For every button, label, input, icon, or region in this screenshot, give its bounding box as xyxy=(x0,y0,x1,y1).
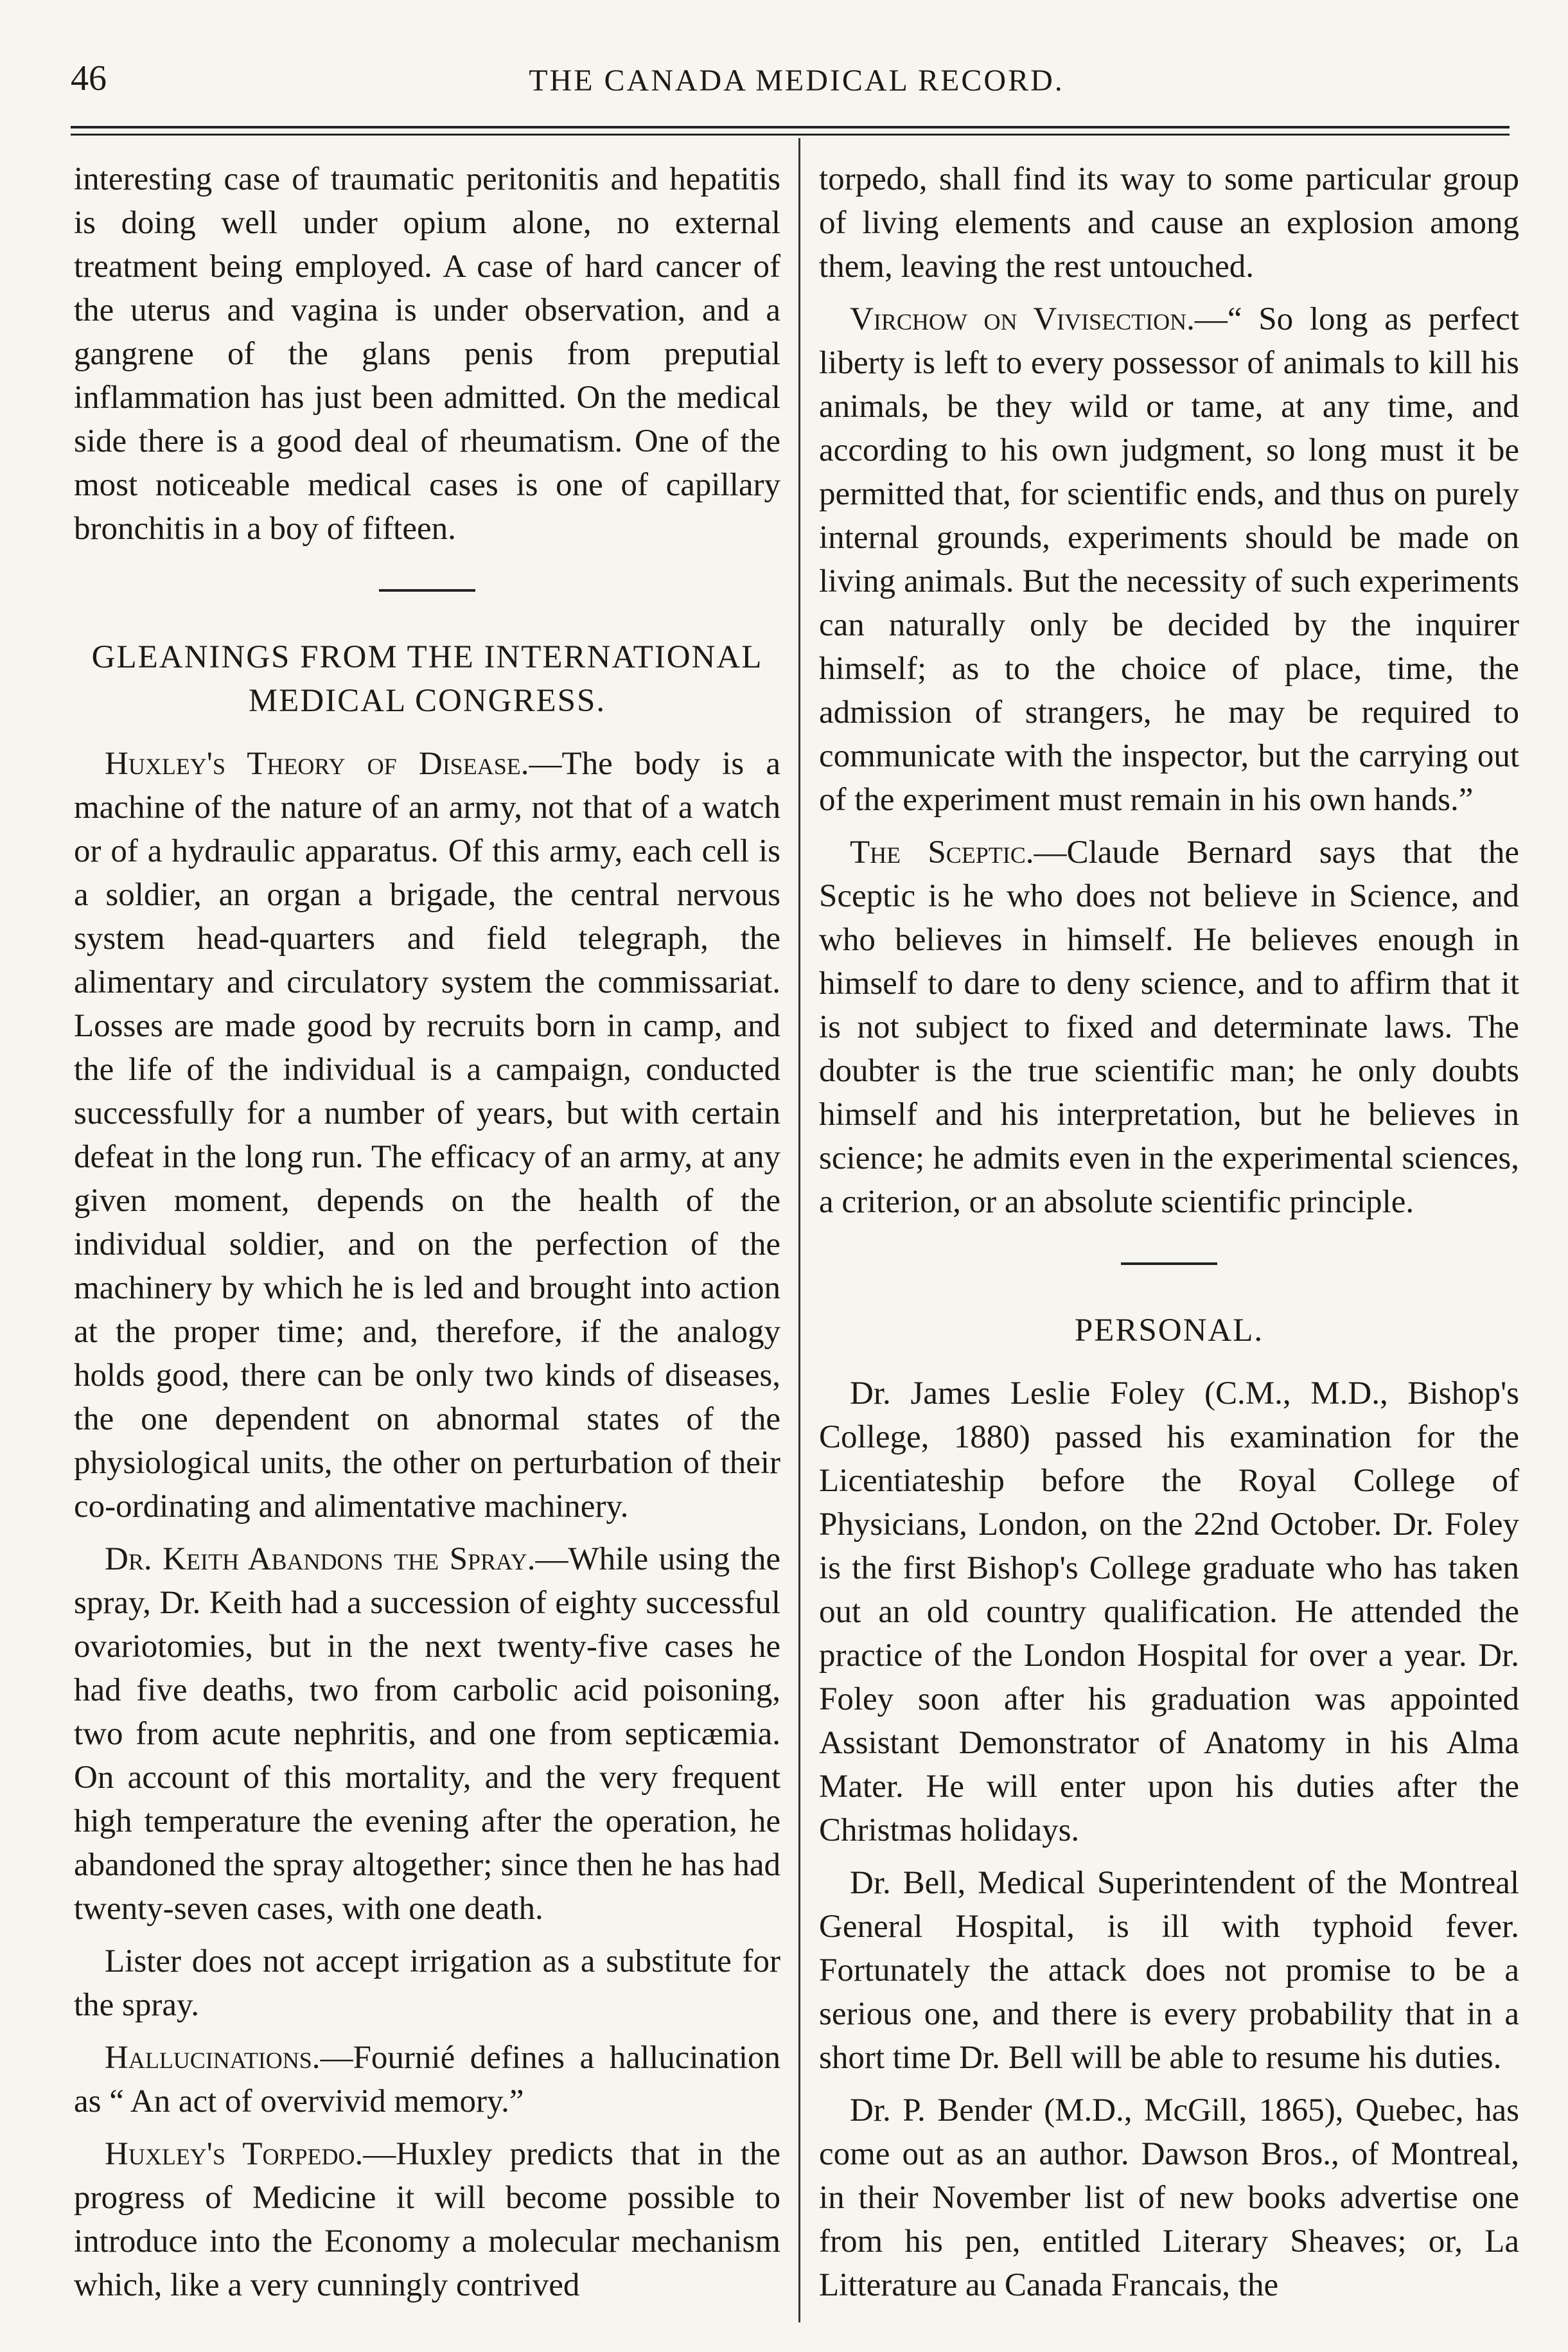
paragraph-body: —Claude Bernard says that the Sceptic is he who does not believe in Science, and who believes in himself. He believes enough in himself to dare to deny science, and to affirm that it is not subject to fixed and determinate laws. The doubter is the true scientific man; he only doubts himself and his interpretation, but he believes in science; he admits even in the experimental sciences, a criterion, or an absolute scientific principle. xyxy=(819,835,1519,1220)
paragraph-body: —Fournié defines a hallucination as “ An act of overvivid memory.” xyxy=(74,2040,780,2119)
page-header xyxy=(71,45,1522,116)
paragraph-bell: Dr. Bell, Medical Superintendent of the Montreal General Hospital, is ill with typhoid fever. Fortunately the attack does not promise to be a serious one, and there is every probability that in a short time Dr. Bell will be able to resume his duties. xyxy=(819,1865,1519,2076)
paragraph-virchow xyxy=(819,297,1519,822)
section-divider xyxy=(1121,1262,1217,1265)
header-rule-secondary xyxy=(71,134,1510,136)
paragraph-foley: Dr. James Leslie Foley (C.M., M.D., Bishop's College, 1880) passed his examination for the Licentiateship before the Royal College of Physicians, London, on the 22nd October. Dr. Foley is the first Bishop's College graduate who has taken out an old country qualification. He attended the practice of the London Hospital for over a year. Dr. Foley soon after his graduation was appointed Assistant Demonstrator of Anatomy in his Alma Mater. He will enter upon his duties after the Christmas holidays. xyxy=(819,1375,1519,1848)
paragraph-body: —The body is a machine of the nature of an army, not that of a watch or of a hydraulic apparatus. Of this army, each cell is a soldier, an organ a brigade, the central nervous system head-quarters and field telegraph, the alimentary and circulatory system the commissariat. Losses are made good by recruits born in camp, and the life of the individual is a campaign, conducted successfully for a number of years, but with certain defeat in the long run. The efficacy of an army, at any given moment, depends on the health of the individual soldier, and on the perfection of the machinery by which he is led and brought into action at the proper time; and, therefore, if the analogy holds good, there can be only two kinds of diseases, the one dependent on abnormal states of the physiological units, the other on perturbation of their co-ordinating and alimentative machinery. xyxy=(74,746,780,1525)
paragraph-huxley-theory xyxy=(74,742,780,1528)
run-in-title: Hallucinations. xyxy=(105,2040,321,2076)
paragraph-bender: Dr. P. Bender (M.D., McGill, 1865), Quebec, has come out as an author. Dawson Bros., of Montreal, in their November list of new books advertise one from his pen, entitled Literary Sheaves; or, La Litterature au Canada Francais, the xyxy=(819,2092,1519,2303)
paragraph-hallucinations xyxy=(74,2036,780,2123)
paragraph-lister: Lister does not accept irrigation as a substitute for the spray. xyxy=(74,1943,780,2023)
paragraph-body: —“ So long as perfect liberty is left to every possessor of animals to kill his animals, be they wild or tame, at any time, and according to his own judgment, so long must it be permitted that, for scientific ends, and thus on purely internal grounds, experiments should be made on living animals. But the necessity of such experiments can naturally only be decided by the inquirer himself; as to the choice of place, time, the admission of strangers, he may be required to communicate with the inspector, but the carrying out of the experiment must remain in his own hands.” xyxy=(819,301,1519,818)
paragraph-body: —While using the spray, Dr. Keith had a succession of eighty successful ovariotomies, but in the next twenty-five cases he had five deaths, two from carbolic acid poisoning, two from acute nephritis, and one from septicæmia. On account of this mortality, and the very frequent high temperature the evening after the operation, he abandoned the spray altogether; since then he has had twenty-seven cases, with one death. xyxy=(74,1541,781,1927)
paragraph-sceptic xyxy=(819,831,1519,1224)
section-divider xyxy=(379,589,475,592)
section-heading-gleanings: GLEANINGS FROM THE INTERNATIONAL MEDICAL CONGRESS. xyxy=(91,639,763,719)
paragraph-torpedo-continued: torpedo, shall find its way to some particular group of living elements and cause an explosion among them, leaving the rest untouched. xyxy=(819,161,1519,285)
paragraph-huxley-torpedo xyxy=(74,2132,780,2307)
journal-title: THE CANADA MEDICAL RECORD. xyxy=(529,64,1064,98)
run-in-title: Huxley's Theory of Disease. xyxy=(105,746,529,782)
header-rule xyxy=(71,126,1510,128)
paragraph-keith-spray xyxy=(74,1537,780,1931)
paragraph-hospital-cases: interesting case of traumatic peritonitis and hepatitis is doing well under opium alone, no external treatment being employed. A case of hard cancer of the uterus and vagina is under observation, and a gangrene of the glans penis from preputial inflammation has just been admitted. On the medical side there is a good deal of rheumatism. One of the most noticeable medical cases is one of capillary bronchitis in a boy of fifteen. xyxy=(74,161,780,547)
right-column xyxy=(819,157,1519,2316)
run-in-title: The Sceptic. xyxy=(850,835,1034,871)
run-in-title: Dr. Keith Abandons the Spray. xyxy=(105,1541,536,1577)
section-heading-personal: PERSONAL. xyxy=(1074,1313,1264,1348)
paragraph-body: —Huxley predicts that in the progress of Medicine it will become possible to introduce into the Economy a molecular mechanism which, like a very cunningly contrived xyxy=(74,2136,781,2303)
column-divider xyxy=(798,138,800,2322)
run-in-title: Huxley's Torpedo. xyxy=(105,2136,364,2172)
page-number: 46 xyxy=(71,58,107,98)
left-column xyxy=(74,157,780,2316)
run-in-title: Virchow on Vivisection. xyxy=(850,301,1195,337)
